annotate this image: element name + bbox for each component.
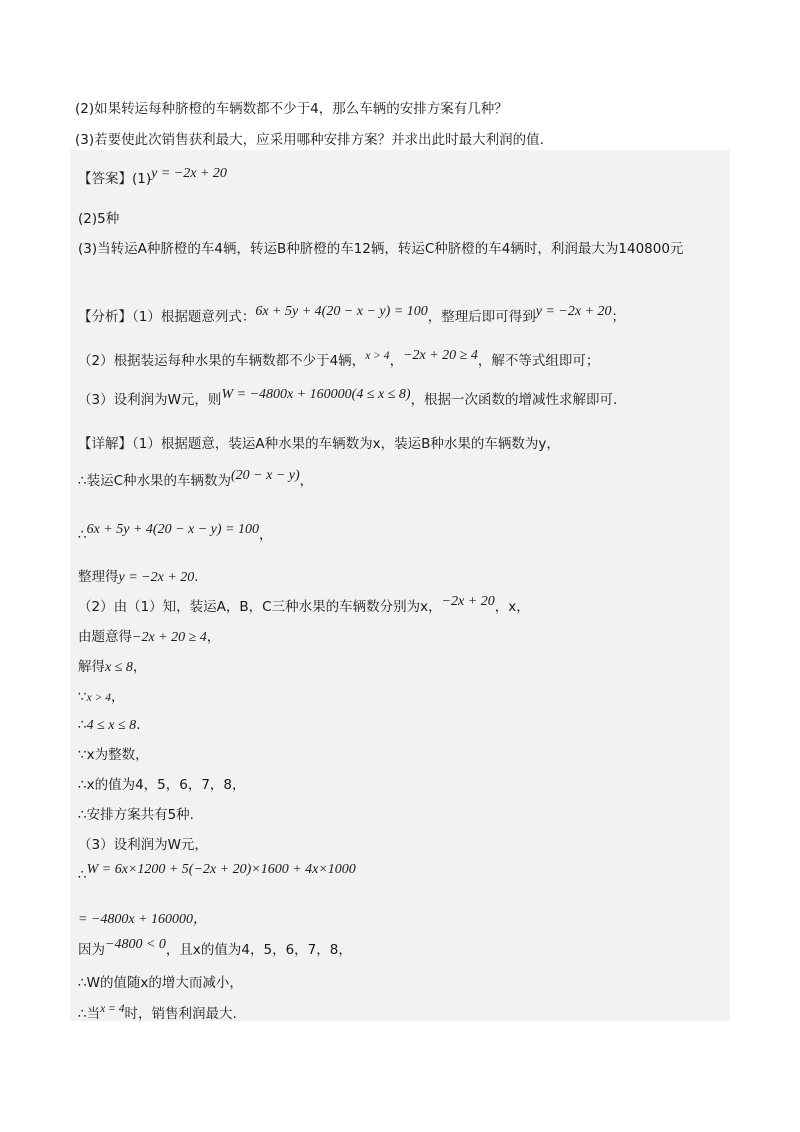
- detail-line-12: ∴安排方案共有5种.: [78, 807, 194, 823]
- analysis-formula-1: 6x + 5y + 4(20 − x − y) = 100: [255, 304, 428, 319]
- detail-line-2: [78, 468, 314, 491]
- analysis-text: ，解不等式组即可；: [477, 353, 600, 369]
- answer-1-formula: y = −2x + 20: [151, 166, 227, 181]
- detail-formula: 4 ≤ x ≤ 8: [86, 718, 137, 733]
- detail-line-18: [78, 1005, 237, 1024]
- detail-line-8: [78, 688, 124, 707]
- detail-formula: y = −2x + 20: [118, 570, 195, 585]
- detail-text: 解得: [78, 659, 105, 675]
- detail-line-7: [78, 658, 146, 677]
- analysis-formula: x > 4: [365, 350, 390, 362]
- analysis-punct: ，: [389, 353, 404, 369]
- detail-formula: (20 − x − y): [231, 468, 300, 483]
- analysis-text: （3）设利润为W元，则: [78, 392, 222, 408]
- detail-line-1: 【详解】（1）根据题意，装运A种水果的车辆数为x，装运B种水果的车辆数为y，: [78, 436, 560, 452]
- analysis-label: 【分析】（1）根据题意列式：: [78, 309, 256, 325]
- detail-punct: ，: [299, 473, 314, 489]
- detail-text: ∵: [78, 689, 87, 705]
- detail-text: ，x，: [494, 599, 530, 615]
- detail-text: 由题意得: [78, 629, 132, 645]
- detail-text: ∴: [78, 527, 87, 543]
- detail-punct: ，: [132, 659, 147, 675]
- detail-text: ，且x的值为4，5，6，7，8，: [165, 942, 352, 958]
- detail-punct: ，: [206, 629, 221, 645]
- analysis-formula: W = −4800x + 160000(4 ≤ x ≤ 8): [221, 387, 411, 402]
- answer-2: (2)5种: [78, 211, 120, 227]
- detail-text: 时，销售利润最大.: [124, 1006, 237, 1022]
- detail-formula: 6x + 5y + 4(20 − x − y) = 100: [86, 522, 260, 537]
- detail-line-16: [78, 937, 352, 960]
- detail-formula: = −4800x + 160000，: [78, 912, 208, 927]
- detail-line-14: [78, 862, 356, 885]
- detail-text: ∴: [78, 867, 87, 883]
- detail-text: ∴装运C种水果的车辆数为: [78, 473, 232, 489]
- detail-line-10: ∵x为整数，: [78, 747, 149, 763]
- detail-line-13: （3）设利润为W元，: [78, 837, 208, 853]
- analysis-text: （2）根据装运每种水果的车辆数都不少于4辆，: [78, 353, 366, 369]
- detail-text: （2）由（1）知，装运A，B，C三种水果的车辆数分别为x，: [78, 599, 442, 615]
- detail-line-4: [78, 568, 199, 587]
- analysis-line-1: [78, 304, 626, 327]
- analysis-text: ，根据一次函数的增减性求解即可.: [410, 392, 618, 408]
- detail-line-11: ∴x的值为4，5，6，7，8，: [78, 777, 246, 793]
- detail-line-6: [78, 628, 220, 647]
- detail-line-17: ∴W的值随x的增大而减小，: [78, 975, 243, 991]
- detail-punct: .: [194, 569, 199, 585]
- detail-formula: x = 4: [100, 1003, 125, 1015]
- detail-line-5: [78, 594, 530, 617]
- question-3: (3)若要使此次销售获利最大，应采用哪种安排方案？并求出此时最大利润的值.: [75, 132, 544, 148]
- detail-text: 因为: [78, 942, 105, 958]
- analysis-formula: −2x + 20 ≥ 4: [403, 348, 478, 363]
- detail-punct: ，: [259, 527, 273, 543]
- answer-3: (3)当转运A种脐橙的车4辆，转运B种脐橙的车12辆，转运C种脐橙的车4辆时，利润最大为140800元: [78, 241, 684, 257]
- detail-line-15: [78, 910, 207, 929]
- detail-formula: −2x + 20: [441, 594, 495, 609]
- detail-formula: x > 4: [86, 692, 111, 704]
- analysis-line-2: [78, 348, 600, 371]
- question-2: (2)如果转运每种脐橙的车辆数都不少于4，那么车辆的安排方案有几种？: [75, 101, 508, 117]
- detail-text: ∴: [78, 717, 87, 733]
- detail-text: ∴当: [78, 1006, 101, 1022]
- detail-line-3: [78, 522, 273, 545]
- detail-punct: .: [136, 717, 141, 733]
- analysis-punct: ；: [611, 309, 626, 325]
- detail-formula: W = 6x×1200 + 5(−2x + 20)×1600 + 4x×1000: [86, 862, 356, 877]
- analysis-text: ，整理后即可得到: [427, 309, 536, 325]
- detail-text: 整理得: [78, 569, 119, 585]
- analysis-line-3: [78, 387, 618, 410]
- detail-punct: ，: [110, 689, 125, 705]
- answer-label: 【答案】(1): [78, 171, 152, 187]
- detail-line-9: [78, 716, 140, 735]
- detail-formula: −2x + 20 ≥ 4: [132, 630, 207, 645]
- detail-formula: x ≤ 8: [105, 660, 133, 675]
- answer-line-1: [78, 166, 227, 189]
- detail-formula: −4800 < 0: [105, 937, 166, 952]
- analysis-formula-2: y = −2x + 20: [535, 304, 612, 319]
